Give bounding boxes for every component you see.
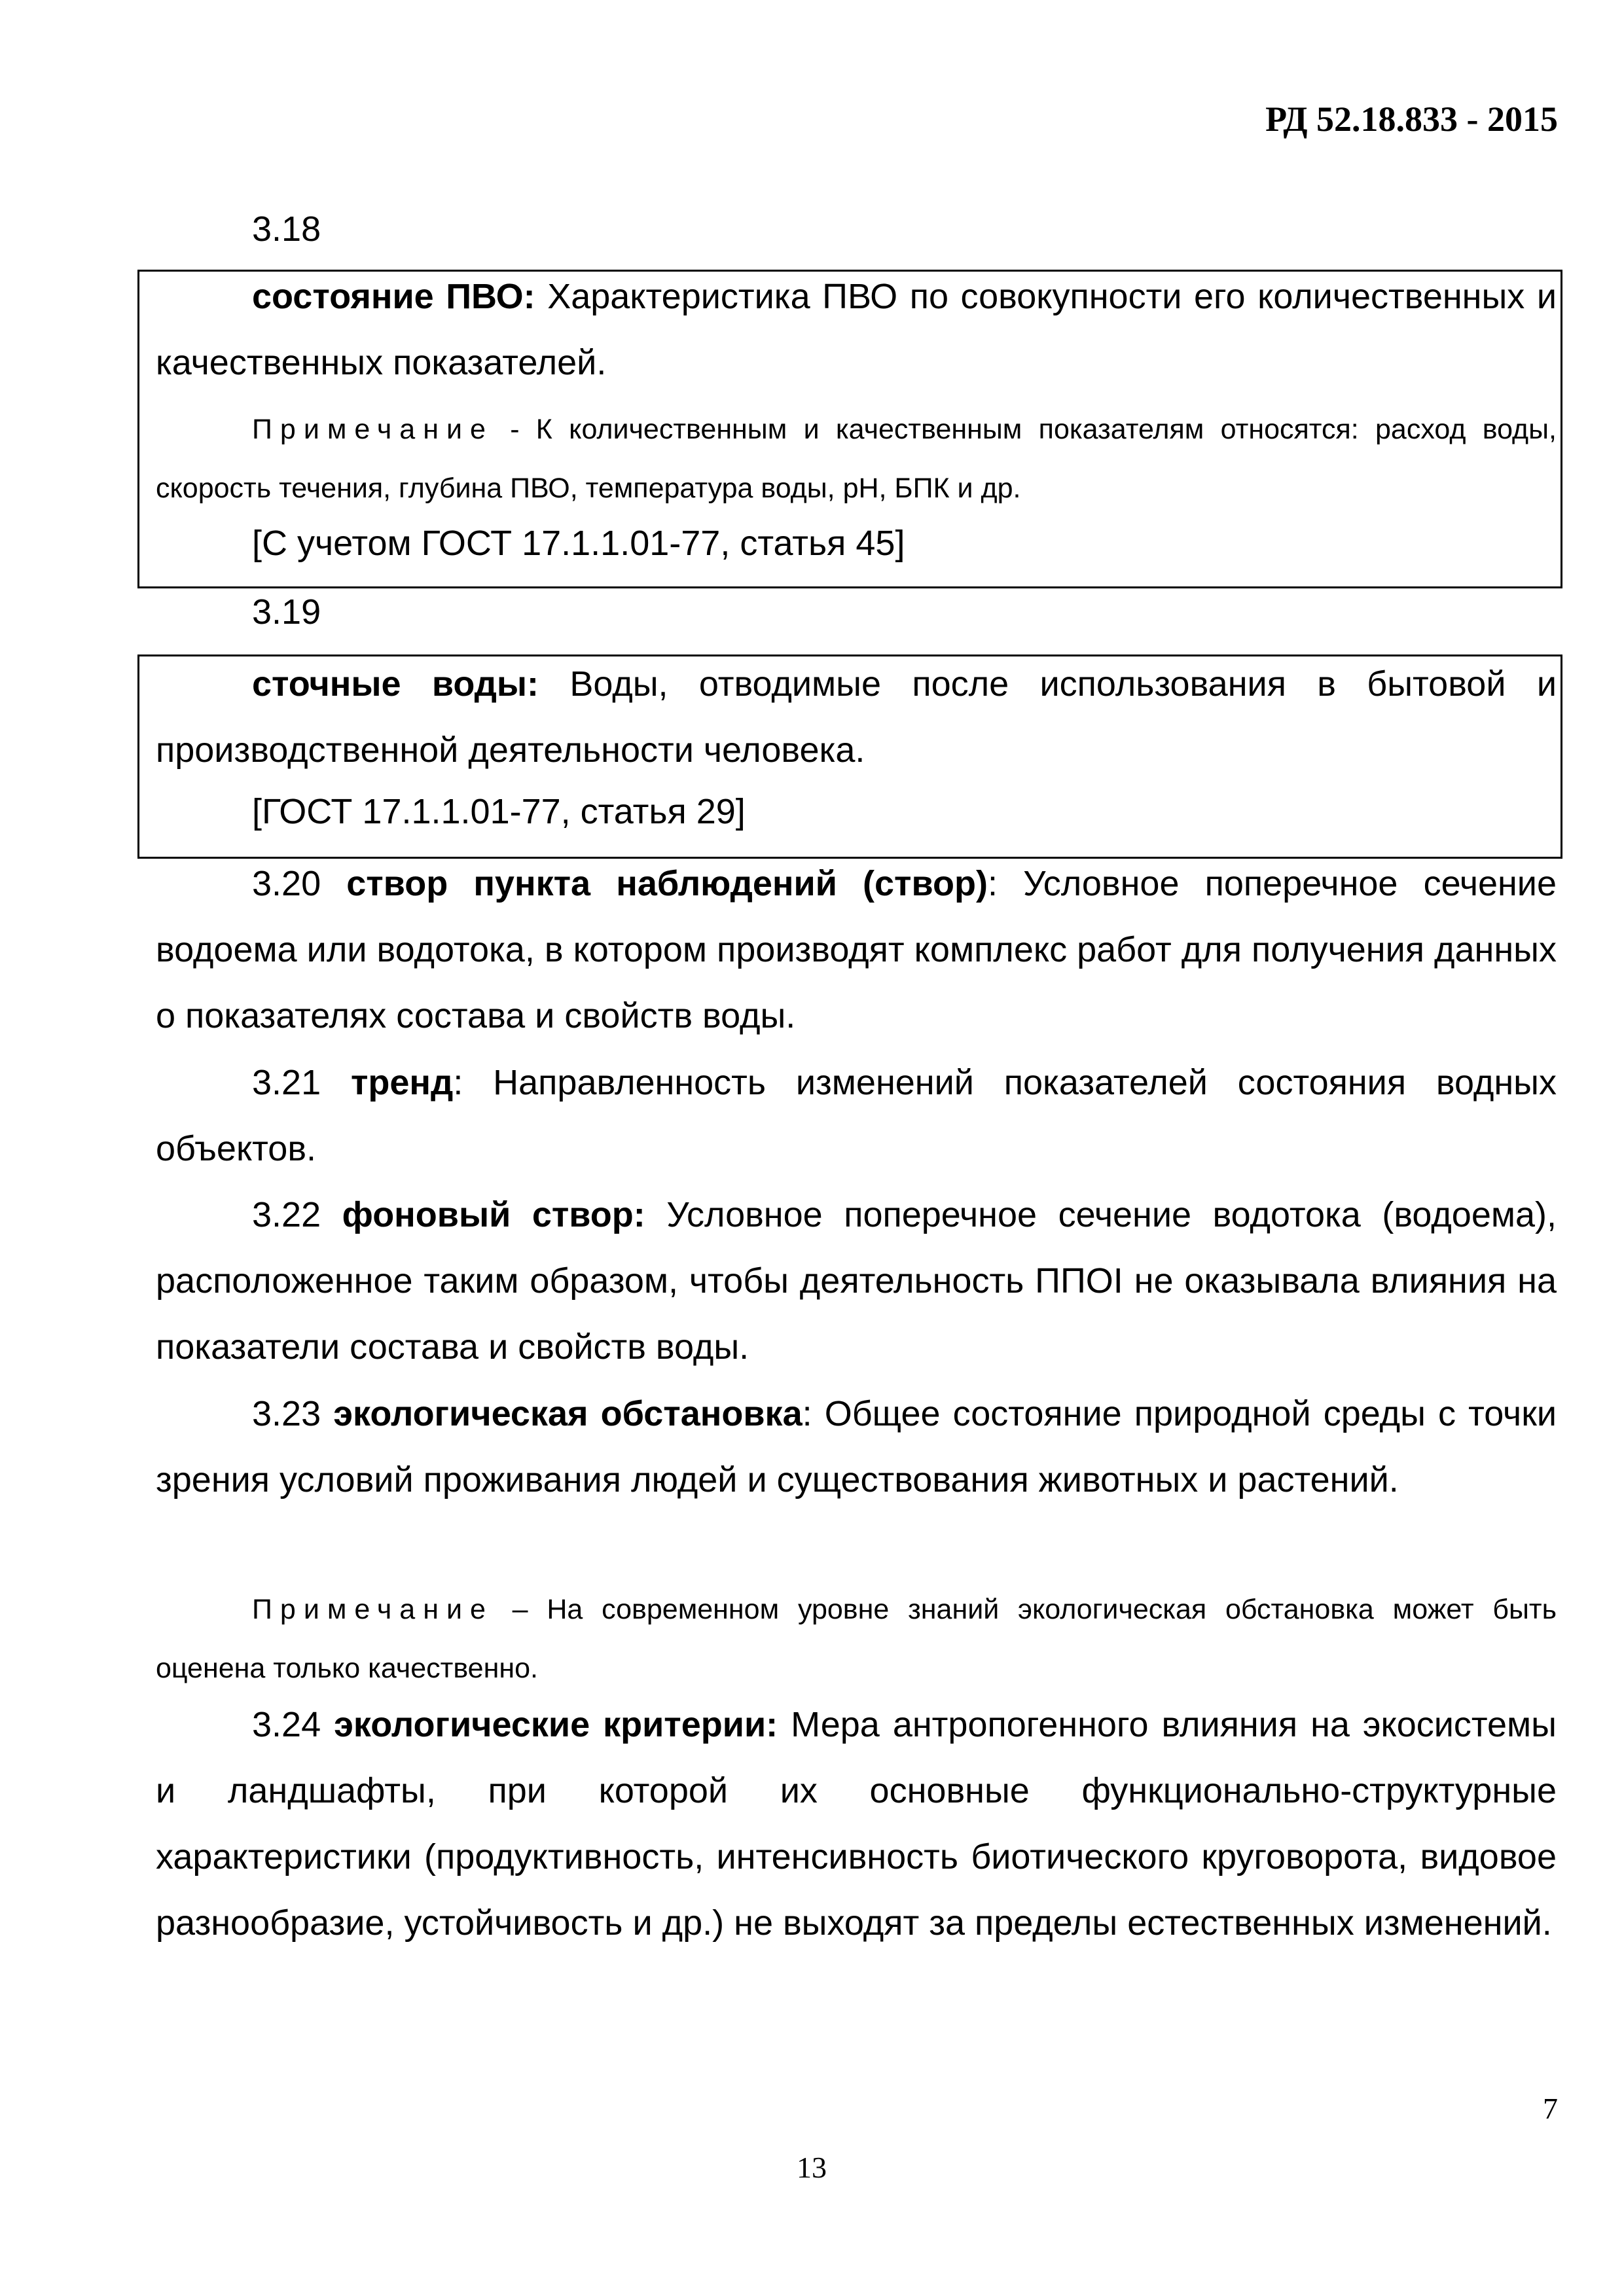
document-code: РД 52.18.833 - 2015 xyxy=(1265,99,1558,139)
definition-text-3-22: Условное поперечное сечение водотока (водоема), расположенное таким образом, чтобы деятельность ППОI не оказывала влияния на показатели состава и свойств воды. xyxy=(156,1195,1557,1367)
entry-number-3-24: 3.24 xyxy=(252,1705,321,1744)
entry-number-3-21: 3.21 xyxy=(252,1063,321,1102)
term-3-20: створ пункта наблюдений (створ) xyxy=(346,864,988,903)
entry-definition-3-19 xyxy=(156,651,1557,783)
entry-3-23 xyxy=(156,1381,1557,1513)
term-3-22: фоновый створ: xyxy=(342,1195,645,1234)
source-3-18: [С учетом ГОСТ 17.1.1.01-77, статья 45] xyxy=(252,524,905,563)
entry-number-3-23: 3.23 xyxy=(252,1394,321,1433)
entry-number-3-19: 3.19 xyxy=(252,592,321,632)
entry-3-21 xyxy=(156,1050,1557,1182)
entry-3-20 xyxy=(156,851,1557,1049)
page-number-sequential: 13 xyxy=(797,2151,827,2184)
definition-text-3-19: Воды, отводимые после использования в бытовой и производственной деятельности человека. xyxy=(156,664,1557,770)
entry-number-3-20: 3.20 xyxy=(252,864,321,903)
note-3-23 xyxy=(156,1580,1557,1698)
page-number-original: 7 xyxy=(1543,2092,1558,2125)
note-text-3-23: – На современном уровне знаний экологическая обстановка может быть оценена только качественно. xyxy=(156,1594,1557,1684)
term-3-24: экологические критерии: xyxy=(334,1705,778,1744)
definition-text-3-20: : Условное поперечное сечение водоема или водотока, в котором производят комплекс работ для получения данных о показателях состава и свойств воды. xyxy=(156,864,1557,1035)
entry-3-24 xyxy=(156,1692,1557,1956)
entry-number-3-22: 3.22 xyxy=(252,1195,321,1234)
definition-text-3-24: Мера антропогенного влияния на экосистемы и ландшафты, при которой их основные функционально-структурные характеристики (продуктивность, интенсивность биотического круговорота, видовое разнообразие, устойчивость и др.) не выходят за пределы естественных изменений. xyxy=(156,1705,1557,1943)
note-text-3-18: - К количественным и качественным показателям относятся: расход воды, скорость течения, глубина ПВО, температура воды, рН, БПК и др. xyxy=(156,414,1557,504)
term-3-19: сточные воды: xyxy=(252,664,539,704)
term-3-18: состояние ПВО: xyxy=(252,277,535,316)
entry-3-22 xyxy=(156,1182,1557,1380)
entry-definition-3-18 xyxy=(156,264,1557,396)
term-3-23: экологическая обстановка xyxy=(333,1394,803,1433)
definition-text-3-21: : Направленность изменений показателей состояния водных объектов. xyxy=(156,1063,1557,1168)
entry-number-3-18: 3.18 xyxy=(252,209,321,249)
definition-text-3-18: Характеристика ПВО по совокупности его количественных и качественных показателей. xyxy=(156,277,1557,382)
note-label-3-18: Примечание xyxy=(252,414,494,445)
note-3-18 xyxy=(156,400,1557,518)
term-3-21: тренд xyxy=(350,1063,454,1102)
note-label-3-23: Примечание xyxy=(252,1594,494,1625)
definition-text-3-23: : Общее состояние природной среды с точки зрения условий проживания людей и существования животных и растений. xyxy=(156,1394,1557,1499)
source-3-19: [ГОСТ 17.1.1.01-77, статья 29] xyxy=(252,792,746,831)
